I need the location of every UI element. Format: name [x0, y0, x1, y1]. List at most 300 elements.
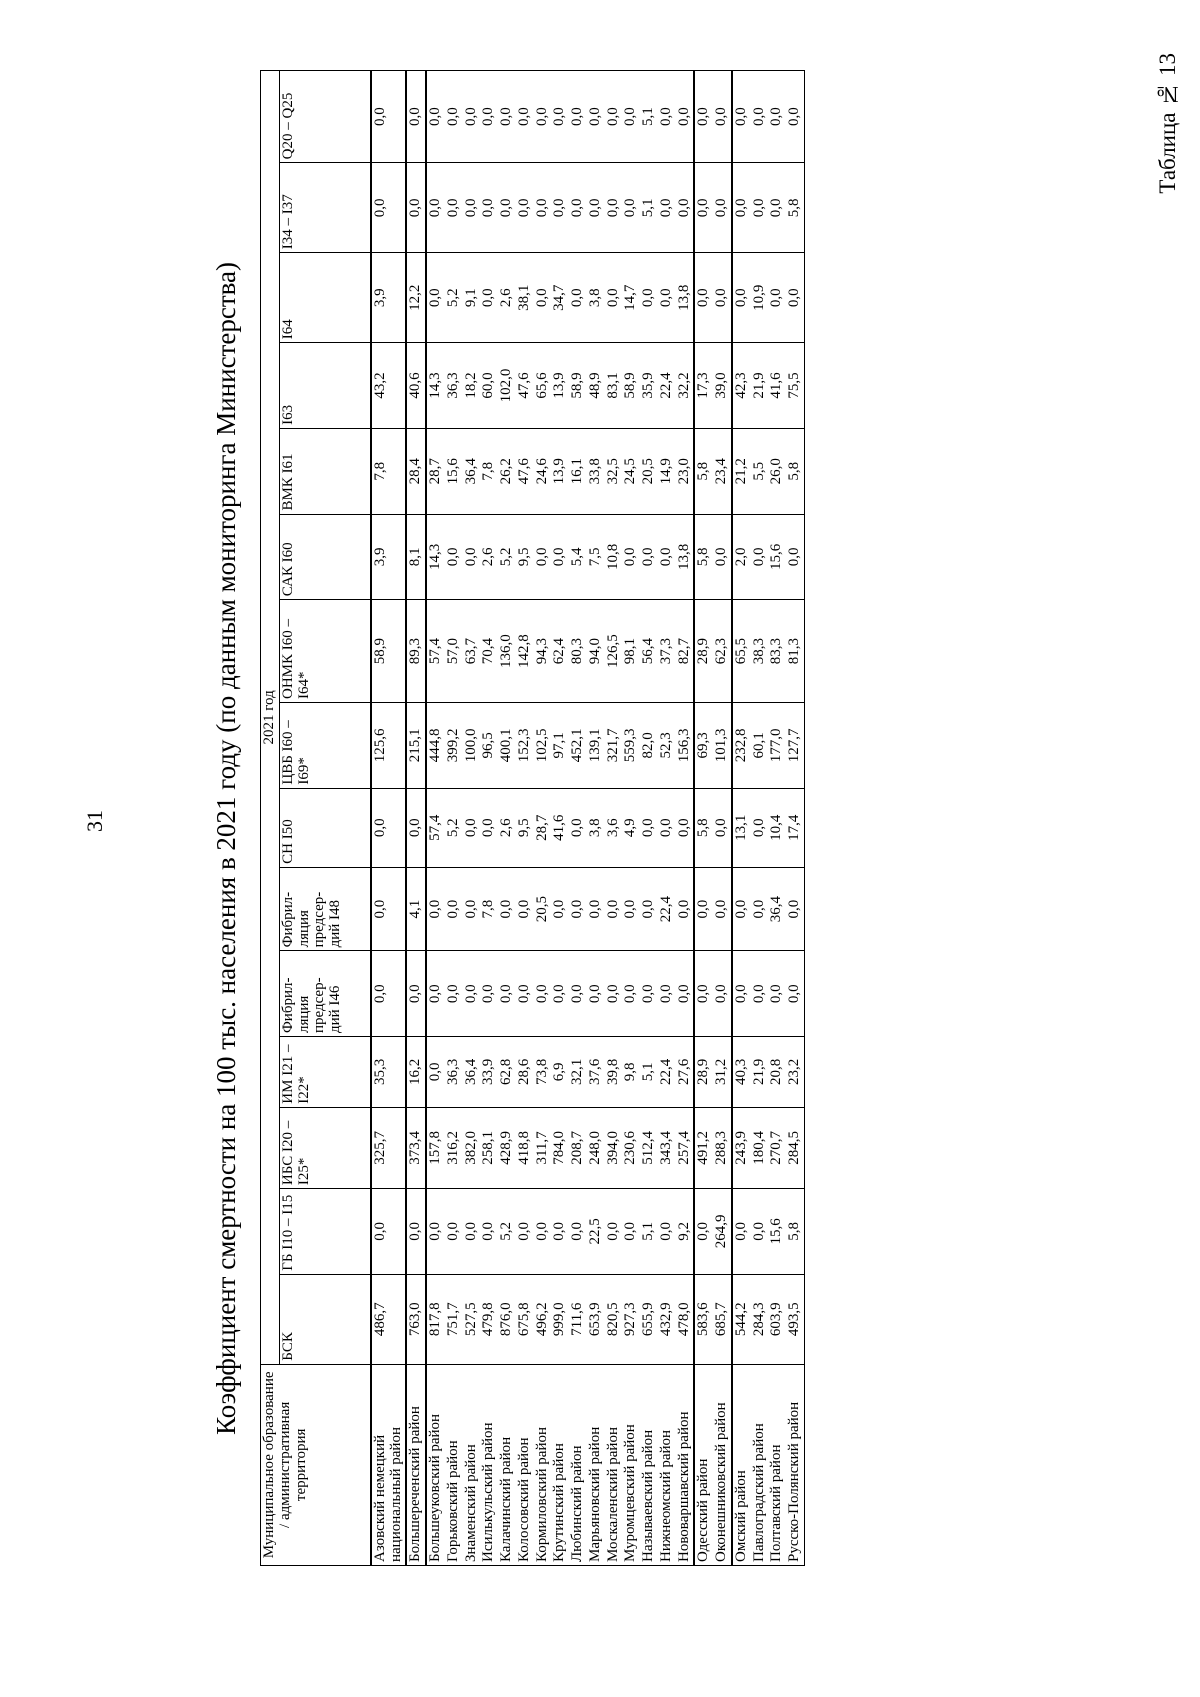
value-cell: 16,2	[406, 1037, 426, 1108]
value-cell: 0,0	[676, 788, 695, 867]
value-cell: 83,1	[605, 343, 623, 429]
value-cell: 0,0	[751, 788, 769, 867]
value-cell: 0,0	[463, 1189, 481, 1275]
value-cell: 603,9	[768, 1274, 786, 1364]
value-cell: 0,0	[516, 163, 534, 253]
header-row-year	[261, 71, 280, 1566]
value-cell: 0,0	[498, 951, 516, 1037]
value-cell: 5,2	[445, 253, 463, 343]
column-header: СН I50	[279, 788, 371, 867]
value-cell: 142,8	[516, 600, 534, 703]
value-cell: 0,0	[786, 951, 804, 1037]
value-cell: 5,5	[751, 428, 769, 514]
value-cell: 101,3	[713, 702, 732, 788]
value-cell: 0,0	[551, 514, 569, 600]
territory-name-cell: Исилькульский район	[480, 1364, 498, 1565]
value-cell: 0,0	[732, 253, 751, 343]
column-header: САК I60	[279, 514, 371, 600]
value-cell: 13,1	[732, 788, 751, 867]
value-cell: 343,4	[658, 1107, 676, 1188]
table-row	[605, 71, 623, 1566]
value-cell: 544,2	[732, 1274, 751, 1364]
value-cell: 127,7	[786, 702, 804, 788]
value-cell: 102,5	[534, 702, 552, 788]
value-cell: 5,8	[694, 428, 713, 514]
value-cell: 24,6	[534, 428, 552, 514]
value-cell: 0,0	[587, 71, 605, 163]
value-cell: 999,0	[551, 1274, 569, 1364]
value-cell: 0,0	[786, 71, 804, 163]
value-cell: 0,0	[371, 951, 407, 1037]
value-cell: 0,0	[406, 951, 426, 1037]
value-cell: 0,0	[480, 163, 498, 253]
value-cell: 81,3	[786, 600, 804, 703]
value-cell: 0,0	[751, 951, 769, 1037]
value-cell: 82,0	[640, 702, 658, 788]
value-cell: 60,1	[751, 702, 769, 788]
value-cell: 36,3	[445, 1037, 463, 1108]
value-cell: 0,0	[622, 514, 640, 600]
value-cell: 0,0	[694, 867, 713, 951]
territory-name-cell: Русско-Полянский район	[786, 1364, 804, 1565]
value-cell: 493,5	[786, 1274, 804, 1364]
value-cell: 24,5	[622, 428, 640, 514]
value-cell: 102,0	[498, 343, 516, 429]
table-row	[569, 71, 587, 1566]
value-cell: 2,6	[480, 514, 498, 600]
value-cell: 7,5	[587, 514, 605, 600]
value-cell: 39,8	[605, 1037, 623, 1108]
value-cell: 0,0	[569, 867, 587, 951]
table-row	[732, 71, 751, 1566]
value-cell: 0,0	[551, 867, 569, 951]
value-cell: 0,0	[406, 788, 426, 867]
value-cell: 28,4	[406, 428, 426, 514]
value-cell: 21,9	[751, 343, 769, 429]
value-cell: 69,3	[694, 702, 713, 788]
value-cell: 41,6	[768, 343, 786, 429]
value-cell: 0,0	[445, 71, 463, 163]
value-cell: 0,0	[658, 253, 676, 343]
value-cell: 0,0	[480, 788, 498, 867]
value-cell: 13,8	[676, 514, 695, 600]
column-header: Фибрил-ляция предсер-дий I48	[279, 867, 371, 951]
value-cell: 0,0	[713, 163, 732, 253]
value-cell: 0,0	[426, 1037, 445, 1108]
value-cell: 0,0	[498, 71, 516, 163]
table-row	[551, 71, 569, 1566]
value-cell: 0,0	[551, 163, 569, 253]
value-cell: 14,9	[658, 428, 676, 514]
value-cell: 0,0	[371, 163, 407, 253]
territory-name-cell: Одесский район	[694, 1364, 713, 1565]
column-header: ИБС I20 – I25*	[279, 1107, 371, 1188]
value-cell: 0,0	[569, 163, 587, 253]
territory-name-cell: Павлоградский район	[751, 1364, 769, 1565]
value-cell: 0,0	[463, 867, 481, 951]
table-row	[676, 71, 695, 1566]
value-cell: 0,0	[498, 163, 516, 253]
value-cell: 39,0	[713, 343, 732, 429]
value-cell: 65,5	[732, 600, 751, 703]
value-cell: 62,8	[498, 1037, 516, 1108]
value-cell: 16,1	[569, 428, 587, 514]
value-cell: 257,4	[676, 1107, 695, 1188]
rotated-table-container	[260, 70, 990, 1566]
value-cell: 0,0	[622, 867, 640, 951]
table-row	[445, 71, 463, 1566]
value-cell: 0,0	[732, 1189, 751, 1275]
value-cell: 655,9	[640, 1274, 658, 1364]
value-cell: 0,0	[587, 867, 605, 951]
column-header: Q20 – Q25	[279, 71, 371, 163]
value-cell: 23,4	[713, 428, 732, 514]
value-cell: 0,0	[713, 253, 732, 343]
value-cell: 5,4	[569, 514, 587, 600]
table-row	[713, 71, 732, 1566]
territory-name-cell: Калачинский район	[498, 1364, 516, 1565]
value-cell: 4,9	[622, 788, 640, 867]
value-cell: 62,3	[713, 600, 732, 703]
value-cell: 9,5	[516, 514, 534, 600]
value-cell: 394,0	[605, 1107, 623, 1188]
value-cell: 486,7	[371, 1274, 407, 1364]
value-cell: 18,2	[463, 343, 481, 429]
value-cell: 876,0	[498, 1274, 516, 1364]
value-cell: 57,4	[426, 600, 445, 703]
value-cell: 0,0	[658, 788, 676, 867]
value-cell: 7,8	[480, 867, 498, 951]
value-cell: 80,3	[569, 600, 587, 703]
value-cell: 26,0	[768, 428, 786, 514]
value-cell: 0,0	[732, 867, 751, 951]
value-cell: 5,8	[694, 788, 713, 867]
value-cell: 0,0	[658, 951, 676, 1037]
value-cell: 0,0	[587, 163, 605, 253]
value-cell: 8,1	[406, 514, 426, 600]
value-cell: 0,0	[676, 71, 695, 163]
value-cell: 75,5	[786, 343, 804, 429]
value-cell: 14,3	[426, 343, 445, 429]
value-cell: 14,7	[622, 253, 640, 343]
territory-name-cell: Называевский район	[640, 1364, 658, 1565]
territory-name-cell: Любинский район	[569, 1364, 587, 1565]
value-cell: 418,8	[516, 1107, 534, 1188]
value-cell: 0,0	[516, 951, 534, 1037]
value-cell: 0,0	[713, 514, 732, 600]
value-cell: 28,9	[694, 1037, 713, 1108]
page-title-text: Коэффициент смертности на 100 тыс. населения в 2021 году (по данным мониторинга Министерства)	[210, 262, 241, 1435]
value-cell: 400,1	[498, 702, 516, 788]
header-territory: Муниципальное образование / административная территория	[261, 1364, 371, 1565]
table-row	[463, 71, 481, 1566]
value-cell: 0,0	[516, 1189, 534, 1275]
value-cell: 230,6	[622, 1107, 640, 1188]
value-cell: 0,0	[371, 71, 407, 163]
value-cell: 0,0	[426, 163, 445, 253]
value-cell: 0,0	[463, 163, 481, 253]
value-cell: 43,2	[371, 343, 407, 429]
table-row	[406, 71, 426, 1566]
table-row	[498, 71, 516, 1566]
value-cell: 0,0	[534, 514, 552, 600]
territory-name-cell: Марьяновский район	[587, 1364, 605, 1565]
value-cell: 58,9	[569, 343, 587, 429]
value-cell: 0,0	[605, 71, 623, 163]
value-cell: 83,3	[768, 600, 786, 703]
column-header: ОНМК I60 – I64*	[279, 600, 371, 703]
value-cell: 512,4	[640, 1107, 658, 1188]
value-cell: 0,0	[480, 1189, 498, 1275]
value-cell: 37,3	[658, 600, 676, 703]
value-cell: 208,7	[569, 1107, 587, 1188]
value-cell: 28,6	[516, 1037, 534, 1108]
value-cell: 0,0	[426, 951, 445, 1037]
territory-name-cell: Омский район	[732, 1364, 751, 1565]
value-cell: 0,0	[371, 788, 407, 867]
value-cell: 17,3	[694, 343, 713, 429]
value-cell: 23,2	[786, 1037, 804, 1108]
value-cell: 0,0	[534, 253, 552, 343]
value-cell: 0,0	[768, 71, 786, 163]
value-cell: 27,6	[676, 1037, 695, 1108]
value-cell: 432,9	[658, 1274, 676, 1364]
column-header: ВМК I61	[279, 428, 371, 514]
value-cell: 0,0	[658, 514, 676, 600]
column-header: ГБ I10 – I15	[279, 1189, 371, 1275]
value-cell: 47,6	[516, 343, 534, 429]
value-cell: 478,0	[676, 1274, 695, 1364]
value-cell: 126,5	[605, 600, 623, 703]
value-cell: 0,0	[694, 1189, 713, 1275]
value-cell: 527,5	[463, 1274, 481, 1364]
value-cell: 0,0	[498, 867, 516, 951]
territory-name-cell: Азовский немецкий национальный район	[371, 1364, 407, 1565]
value-cell: 751,7	[445, 1274, 463, 1364]
value-cell: 136,0	[498, 600, 516, 703]
value-cell: 14,3	[426, 514, 445, 600]
value-cell: 22,4	[658, 343, 676, 429]
value-cell: 711,6	[569, 1274, 587, 1364]
table-row	[694, 71, 713, 1566]
value-cell: 0,0	[713, 951, 732, 1037]
value-cell: 321,7	[605, 702, 623, 788]
value-cell: 0,0	[445, 951, 463, 1037]
value-cell: 0,0	[480, 71, 498, 163]
value-cell: 0,0	[694, 163, 713, 253]
value-cell: 0,0	[694, 253, 713, 343]
value-cell: 5,8	[694, 514, 713, 600]
value-cell: 157,8	[426, 1107, 445, 1188]
mortality-table	[260, 70, 805, 1566]
value-cell: 0,0	[534, 1189, 552, 1275]
value-cell: 232,8	[732, 702, 751, 788]
value-cell: 35,3	[371, 1037, 407, 1108]
value-cell: 36,3	[445, 343, 463, 429]
value-cell: 284,5	[786, 1107, 804, 1188]
territory-name-cell: Муромцевский район	[622, 1364, 640, 1565]
value-cell: 479,8	[480, 1274, 498, 1364]
value-cell: 5,1	[640, 71, 658, 163]
value-cell: 784,0	[551, 1107, 569, 1188]
value-cell: 653,9	[587, 1274, 605, 1364]
value-cell: 0,0	[658, 71, 676, 163]
value-cell: 316,2	[445, 1107, 463, 1188]
value-cell: 491,2	[694, 1107, 713, 1188]
value-cell: 0,0	[751, 71, 769, 163]
value-cell: 139,1	[587, 702, 605, 788]
value-cell: 270,7	[768, 1107, 786, 1188]
table-row	[786, 71, 804, 1566]
value-cell: 32,1	[569, 1037, 587, 1108]
value-cell: 0,0	[534, 951, 552, 1037]
value-cell: 0,0	[786, 867, 804, 951]
value-cell: 3,8	[587, 788, 605, 867]
value-cell: 6,9	[551, 1037, 569, 1108]
value-cell: 177,0	[768, 702, 786, 788]
table-row	[426, 71, 445, 1566]
value-cell: 5,8	[786, 1189, 804, 1275]
value-cell: 0,0	[694, 951, 713, 1037]
value-cell: 58,9	[371, 600, 407, 703]
territory-name-cell: Оконешниковский район	[713, 1364, 732, 1565]
value-cell: 32,2	[676, 343, 695, 429]
value-cell: 763,0	[406, 1274, 426, 1364]
value-cell: 0,0	[751, 514, 769, 600]
territory-name-cell: Горьковский район	[445, 1364, 463, 1565]
table-row	[480, 71, 498, 1566]
value-cell: 0,0	[463, 788, 481, 867]
value-cell: 13,9	[551, 343, 569, 429]
value-cell: 0,0	[605, 1189, 623, 1275]
value-cell: 94,3	[534, 600, 552, 703]
value-cell: 0,0	[463, 71, 481, 163]
value-cell: 0,0	[622, 951, 640, 1037]
value-cell: 0,0	[445, 867, 463, 951]
value-cell: 0,0	[676, 163, 695, 253]
value-cell: 28,7	[426, 428, 445, 514]
value-cell: 15,6	[445, 428, 463, 514]
value-cell: 0,0	[426, 253, 445, 343]
value-cell: 0,0	[751, 867, 769, 951]
value-cell: 0,0	[751, 1189, 769, 1275]
value-cell: 26,2	[498, 428, 516, 514]
page-title	[204, 0, 248, 1697]
value-cell: 20,8	[768, 1037, 786, 1108]
value-cell: 0,0	[426, 1189, 445, 1275]
value-cell: 0,0	[569, 1189, 587, 1275]
value-cell: 40,6	[406, 343, 426, 429]
value-cell: 96,5	[480, 702, 498, 788]
territory-name-cell: Крутинский район	[551, 1364, 569, 1565]
column-header: I64	[279, 253, 371, 343]
value-cell: 5,1	[640, 163, 658, 253]
value-cell: 97,1	[551, 702, 569, 788]
value-cell: 98,1	[622, 600, 640, 703]
value-cell: 22,5	[587, 1189, 605, 1275]
table-row	[371, 71, 407, 1566]
value-cell: 5,2	[498, 514, 516, 600]
value-cell: 0,0	[406, 71, 426, 163]
value-cell: 10,8	[605, 514, 623, 600]
table-row	[622, 71, 640, 1566]
value-cell: 0,0	[622, 1189, 640, 1275]
value-cell: 559,3	[622, 702, 640, 788]
value-cell: 62,4	[551, 600, 569, 703]
value-cell: 4,1	[406, 867, 426, 951]
value-cell: 82,7	[676, 600, 695, 703]
value-cell: 820,5	[605, 1274, 623, 1364]
value-cell: 0,0	[732, 951, 751, 1037]
value-cell: 5,8	[786, 428, 804, 514]
value-cell: 0,0	[605, 253, 623, 343]
value-cell: 583,6	[694, 1274, 713, 1364]
value-cell: 0,0	[426, 867, 445, 951]
value-cell: 284,3	[751, 1274, 769, 1364]
value-cell: 152,3	[516, 702, 534, 788]
value-cell: 0,0	[534, 71, 552, 163]
value-cell: 20,5	[640, 428, 658, 514]
value-cell: 34,7	[551, 253, 569, 343]
value-cell: 36,4	[463, 1037, 481, 1108]
header-row-columns	[279, 71, 371, 1566]
value-cell: 0,0	[551, 951, 569, 1037]
value-cell: 5,8	[786, 163, 804, 253]
value-cell: 452,1	[569, 702, 587, 788]
table-body	[371, 71, 805, 1566]
value-cell: 382,0	[463, 1107, 481, 1188]
value-cell: 444,8	[426, 702, 445, 788]
value-cell: 42,3	[732, 343, 751, 429]
territory-name-cell: Москаленский район	[605, 1364, 623, 1565]
value-cell: 37,6	[587, 1037, 605, 1108]
territory-name-cell: Кормиловский район	[534, 1364, 552, 1565]
value-cell: 0,0	[640, 951, 658, 1037]
value-cell: 58,9	[622, 343, 640, 429]
value-cell: 38,3	[751, 600, 769, 703]
value-cell: 28,9	[694, 600, 713, 703]
value-cell: 10,4	[768, 788, 786, 867]
value-cell: 36,4	[768, 867, 786, 951]
value-cell: 31,2	[713, 1037, 732, 1108]
value-cell: 156,3	[676, 702, 695, 788]
value-cell: 28,7	[534, 788, 552, 867]
value-cell: 428,9	[498, 1107, 516, 1188]
value-cell: 41,6	[551, 788, 569, 867]
territory-name-cell: Нижнеомский район	[658, 1364, 676, 1565]
value-cell: 258,1	[480, 1107, 498, 1188]
value-cell: 5,1	[640, 1037, 658, 1108]
value-cell: 0,0	[768, 253, 786, 343]
value-cell: 70,4	[480, 600, 498, 703]
value-cell: 0,0	[622, 71, 640, 163]
value-cell: 0,0	[371, 867, 407, 951]
value-cell: 0,0	[516, 867, 534, 951]
territory-name-cell: Большеуковский район	[426, 1364, 445, 1565]
value-cell: 3,9	[371, 514, 407, 600]
value-cell: 0,0	[605, 951, 623, 1037]
value-cell: 0,0	[569, 253, 587, 343]
value-cell: 73,8	[534, 1037, 552, 1108]
table-row	[751, 71, 769, 1566]
value-cell: 23,0	[676, 428, 695, 514]
value-cell: 32,5	[605, 428, 623, 514]
value-cell: 0,0	[406, 1189, 426, 1275]
value-cell: 248,0	[587, 1107, 605, 1188]
value-cell: 100,0	[463, 702, 481, 788]
column-header: БСК	[279, 1274, 371, 1364]
value-cell: 0,0	[768, 163, 786, 253]
